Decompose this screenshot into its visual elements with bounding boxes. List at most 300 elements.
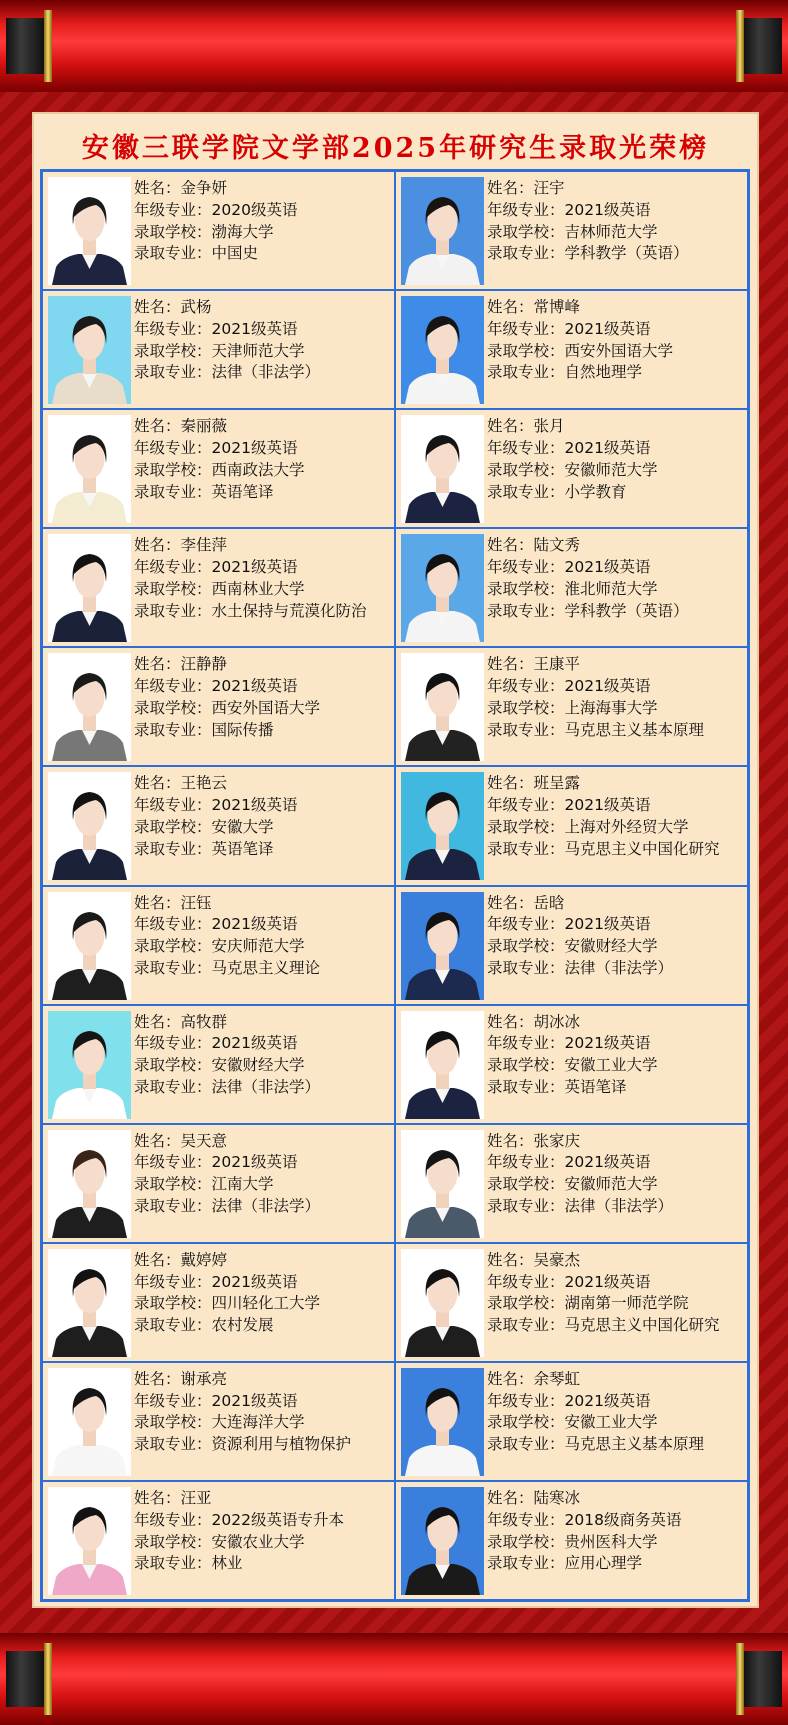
- student-photo: [401, 892, 484, 1000]
- student-admitted-school-label: 录取学校：: [487, 818, 565, 836]
- student-grade-major-row: [487, 1510, 745, 1532]
- student-info: [487, 1250, 745, 1337]
- student-photo: [48, 653, 131, 761]
- student-photo: [401, 1011, 484, 1119]
- student-name: 吴豪杰: [533, 1250, 581, 1269]
- student-name-row: [487, 297, 745, 319]
- student-name-label: 姓名：: [134, 298, 181, 317]
- student-grade-major: 2021级英语: [211, 319, 298, 338]
- student-admitted-major: 法律（非法学）: [564, 958, 674, 977]
- student-grade-major: 2021级英语: [564, 1272, 651, 1291]
- student-admitted-school-row: [487, 817, 745, 839]
- student-grade-major-label: 年级专业：: [134, 319, 212, 338]
- student-admitted-major: 自然地理学: [564, 363, 643, 382]
- student-photo: [48, 1368, 131, 1476]
- student-admitted-major-row: [134, 1077, 392, 1099]
- student-grade-major: 2021级英语: [211, 796, 298, 815]
- student-photo: [401, 415, 484, 523]
- student-admitted-major-row: [487, 482, 745, 504]
- student-info: [134, 1488, 392, 1575]
- student-admitted-major: 法律（非法学）: [211, 363, 321, 382]
- student-admitted-school-row: [487, 936, 745, 958]
- student-grade-major-label: 年级专业：: [134, 558, 212, 577]
- roller-end-cap: [6, 1651, 44, 1707]
- student-admitted-major: 法律（非法学）: [211, 1077, 321, 1096]
- student-grade-major-label: 年级专业：: [134, 1391, 212, 1410]
- student-grade-major: 2021级英语: [564, 438, 651, 457]
- student-grade-major: 2021级英语: [564, 1034, 651, 1053]
- student-admitted-school: 安徽工业大学: [564, 1413, 658, 1432]
- student-name-row: [487, 1131, 745, 1153]
- student-admitted-school-row: [487, 1532, 745, 1554]
- student-admitted-major-label: 录取专业：: [134, 1435, 212, 1454]
- student-grade-major-row: [487, 1033, 745, 1055]
- student-admitted-major-row: [487, 601, 745, 623]
- student-grade-major: 2021级英语: [564, 200, 651, 219]
- student-card: [395, 409, 748, 528]
- student-photo: [48, 772, 131, 880]
- student-admitted-school: 湖南第一师范学院: [564, 1294, 689, 1313]
- student-photo: [48, 892, 131, 1000]
- student-admitted-major-row: [134, 1315, 392, 1337]
- student-admitted-major: 英语笔译: [211, 482, 274, 501]
- student-name-row: [487, 178, 745, 200]
- student-name-label: 姓名：: [487, 1012, 534, 1031]
- student-info: [487, 1488, 745, 1575]
- student-admitted-school-label: 录取学校：: [487, 1413, 565, 1432]
- student-admitted-school-label: 录取学校：: [487, 937, 565, 956]
- student-admitted-school: 安徽师范大学: [564, 460, 658, 479]
- student-admitted-school: 大连海洋大学: [211, 1413, 305, 1432]
- student-admitted-major: 英语笔译: [211, 839, 274, 858]
- student-admitted-school-row: [487, 1174, 745, 1196]
- student-admitted-school: 上海海事大学: [564, 698, 658, 717]
- student-grade-major-label: 年级专业：: [487, 1034, 565, 1053]
- student-grade-major-row: [487, 200, 745, 222]
- student-admitted-school-label: 录取学校：: [134, 341, 212, 360]
- student-photo: [401, 296, 484, 404]
- student-grade-major: 2020级英语: [211, 200, 298, 219]
- student-admitted-major-row: [134, 1553, 392, 1575]
- student-photo: [48, 177, 131, 285]
- student-grade-major: 2022级英语专升本: [211, 1510, 344, 1529]
- student-photo: [48, 296, 131, 404]
- student-admitted-major-row: [487, 1196, 745, 1218]
- student-name-label: 姓名：: [134, 1369, 181, 1388]
- student-admitted-major: 马克思主义基本原理: [564, 720, 705, 739]
- bottom-scroll-roller: [0, 1633, 788, 1725]
- student-name: 张月: [533, 417, 565, 436]
- student-photo: [401, 177, 484, 285]
- student-name: 秦丽薇: [180, 417, 228, 436]
- page-title: 安徽三联学院文学部2025年研究生录取光荣榜: [81, 133, 710, 164]
- roller-gold-ring: [44, 1643, 52, 1715]
- student-card: [395, 1005, 748, 1124]
- student-name: 李佳萍: [180, 536, 228, 555]
- student-admitted-major: 水土保持与荒漠化防治: [211, 601, 367, 620]
- student-name-row: [134, 654, 392, 676]
- student-admitted-major: 学科教学（英语）: [564, 244, 689, 263]
- student-grade-major-row: [134, 795, 392, 817]
- student-grade-major-row: [487, 914, 745, 936]
- student-grade-major-label: 年级专业：: [134, 1153, 212, 1172]
- student-name: 戴婷婷: [180, 1250, 228, 1269]
- student-admitted-school-label: 录取学校：: [134, 222, 212, 241]
- student-grade-major: 2021级英语: [211, 1153, 298, 1172]
- student-admitted-school: 渤海大学: [211, 222, 274, 241]
- student-grade-major: 2021级英语: [564, 1391, 651, 1410]
- student-name: 王艳云: [180, 774, 228, 793]
- student-admitted-major: 马克思主义基本原理: [564, 1435, 705, 1454]
- student-info: [487, 893, 745, 980]
- student-grade-major-label: 年级专业：: [134, 1272, 212, 1291]
- student-grade-major-label: 年级专业：: [134, 677, 212, 696]
- student-grade-major: 2021级英语: [211, 558, 298, 577]
- student-name: 吴天意: [180, 1131, 228, 1150]
- student-grade-major-label: 年级专业：: [487, 1510, 565, 1529]
- student-grade-major: 2021级英语: [564, 319, 651, 338]
- student-name-label: 姓名：: [134, 1488, 181, 1507]
- student-info: [487, 535, 745, 622]
- student-admitted-major-label: 录取专业：: [134, 958, 212, 977]
- student-admitted-major: 法律（非法学）: [564, 1197, 674, 1216]
- student-admitted-school: 安徽工业大学: [564, 1056, 658, 1075]
- student-name: 岳晗: [533, 893, 565, 912]
- student-admitted-school-row: [487, 1412, 745, 1434]
- student-admitted-school: 吉林师范大学: [564, 222, 658, 241]
- student-grade-major-label: 年级专业：: [134, 438, 212, 457]
- student-admitted-school-row: [487, 341, 745, 363]
- student-photo: [401, 1368, 484, 1476]
- student-grade-major: 2021级英语: [211, 677, 298, 696]
- student-grade-major: 2021级英语: [564, 796, 651, 815]
- student-card: [42, 647, 395, 766]
- student-name-label: 姓名：: [487, 298, 534, 317]
- student-name-label: 姓名：: [134, 893, 181, 912]
- student-admitted-school: 西安外国语大学: [211, 698, 321, 717]
- student-name-row: [134, 1250, 392, 1272]
- student-card: [42, 886, 395, 1005]
- student-grade-major-label: 年级专业：: [487, 1391, 565, 1410]
- student-grade-major: 2021级英语: [564, 558, 651, 577]
- student-admitted-major-label: 录取专业：: [487, 244, 565, 263]
- student-admitted-major-row: [134, 1434, 392, 1456]
- student-name-row: [487, 1369, 745, 1391]
- student-admitted-school-label: 录取学校：: [134, 818, 212, 836]
- student-grade-major-row: [487, 1152, 745, 1174]
- student-card: [42, 1243, 395, 1362]
- student-admitted-major-row: [134, 243, 392, 265]
- student-admitted-school-row: [134, 817, 392, 839]
- student-admitted-major-label: 录取专业：: [134, 1077, 212, 1096]
- student-admitted-major-label: 录取专业：: [134, 839, 212, 858]
- student-admitted-school-row: [134, 1174, 392, 1196]
- student-admitted-major-label: 录取专业：: [487, 482, 565, 501]
- student-admitted-school-row: [487, 222, 745, 244]
- student-grade-major-label: 年级专业：: [487, 1272, 565, 1291]
- student-admitted-major: 英语笔译: [564, 1077, 627, 1096]
- student-card: [395, 647, 748, 766]
- student-admitted-major-label: 录取专业：: [487, 720, 565, 739]
- student-admitted-school-label: 录取学校：: [487, 222, 565, 241]
- student-admitted-major-label: 录取专业：: [134, 482, 212, 501]
- student-admitted-school-label: 录取学校：: [134, 1532, 212, 1551]
- student-card: [42, 171, 395, 290]
- student-admitted-school: 安庆师范大学: [211, 937, 305, 956]
- student-info: [134, 297, 392, 384]
- student-admitted-major-row: [134, 720, 392, 742]
- student-grade-major: 2021级英语: [211, 1391, 298, 1410]
- student-card: [395, 1362, 748, 1481]
- student-admitted-school-label: 录取学校：: [487, 1294, 565, 1313]
- student-admitted-school-row: [134, 698, 392, 720]
- student-name-row: [487, 1488, 745, 1510]
- student-admitted-major-row: [487, 1077, 745, 1099]
- student-name-label: 姓名：: [134, 774, 181, 793]
- student-info: [134, 654, 392, 741]
- student-admitted-school-row: [134, 222, 392, 244]
- student-grade-major: 2021级英语: [211, 1034, 298, 1053]
- student-info: [134, 773, 392, 860]
- student-name-row: [134, 178, 392, 200]
- student-admitted-school: 安徽财经大学: [564, 937, 658, 956]
- student-photo: [401, 534, 484, 642]
- student-info: [134, 1012, 392, 1099]
- student-grade-major-label: 年级专业：: [487, 319, 565, 338]
- student-grade-major-label: 年级专业：: [487, 677, 565, 696]
- student-photo: [401, 653, 484, 761]
- student-admitted-major-row: [487, 1553, 745, 1575]
- student-card: [395, 886, 748, 1005]
- student-admitted-school-row: [487, 1293, 745, 1315]
- student-admitted-major-row: [487, 1434, 745, 1456]
- roller-end-cap: [744, 18, 782, 74]
- student-name-label: 姓名：: [487, 893, 534, 912]
- student-admitted-major: 农村发展: [211, 1316, 274, 1335]
- student-name: 张家庆: [533, 1131, 581, 1150]
- student-admitted-major: 马克思主义理论: [211, 958, 321, 977]
- student-admitted-major-label: 录取专业：: [134, 244, 212, 263]
- student-admitted-school-row: [134, 1532, 392, 1554]
- student-name-row: [487, 416, 745, 438]
- student-name: 常博峰: [533, 298, 581, 317]
- student-admitted-school: 江南大学: [211, 1175, 274, 1194]
- student-grade-major-row: [134, 438, 392, 460]
- student-grade-major: 2021级英语: [564, 677, 651, 696]
- student-grade-major: 2021级英语: [564, 1153, 651, 1172]
- student-admitted-major-label: 录取专业：: [487, 1554, 565, 1573]
- student-admitted-major: 中国史: [211, 244, 259, 263]
- student-grade-major-row: [487, 676, 745, 698]
- student-grade-major-label: 年级专业：: [487, 796, 565, 815]
- student-card: [395, 290, 748, 409]
- student-grade-major: 2021级英语: [211, 915, 298, 934]
- student-grade-major-label: 年级专业：: [134, 796, 212, 815]
- student-card: [42, 528, 395, 647]
- student-admitted-school-label: 录取学校：: [134, 1175, 212, 1194]
- student-admitted-school-row: [487, 460, 745, 482]
- student-admitted-major-row: [134, 958, 392, 980]
- student-name: 高牧群: [180, 1012, 228, 1031]
- student-card: [395, 766, 748, 885]
- student-grade-major-row: [134, 1510, 392, 1532]
- roller-gold-ring: [736, 10, 744, 82]
- student-info: [487, 1131, 745, 1218]
- student-admitted-school-row: [134, 579, 392, 601]
- student-admitted-school-label: 录取学校：: [134, 698, 212, 717]
- roller-gold-ring: [736, 1643, 744, 1715]
- student-admitted-major-label: 录取专业：: [134, 1316, 212, 1335]
- student-admitted-major-label: 录取专业：: [134, 720, 212, 739]
- student-grade-major-row: [487, 795, 745, 817]
- student-admitted-major: 学科教学（英语）: [564, 601, 689, 620]
- student-admitted-school: 贵州医科大学: [564, 1532, 658, 1551]
- student-grade-major-row: [134, 914, 392, 936]
- student-card: [395, 1481, 748, 1600]
- student-name-label: 姓名：: [134, 417, 181, 436]
- student-name-label: 姓名：: [487, 417, 534, 436]
- student-grade-major-label: 年级专业：: [134, 1510, 212, 1529]
- honor-board-paper: [32, 112, 759, 1608]
- student-admitted-major-row: [487, 243, 745, 265]
- student-grade-major-row: [487, 557, 745, 579]
- student-admitted-major-row: [134, 482, 392, 504]
- top-scroll-roller: [0, 0, 788, 92]
- student-name-row: [134, 1012, 392, 1034]
- student-info: [134, 1369, 392, 1456]
- student-grade-major-row: [134, 200, 392, 222]
- student-admitted-major-label: 录取专业：: [487, 601, 565, 620]
- student-admitted-major-row: [487, 362, 745, 384]
- student-admitted-major-label: 录取专业：: [487, 1316, 565, 1335]
- student-grade-major: 2018级商务英语: [564, 1510, 682, 1529]
- student-admitted-school: 安徽农业大学: [211, 1532, 305, 1551]
- student-name-label: 姓名：: [134, 536, 181, 555]
- student-info: [134, 535, 392, 622]
- student-info: [134, 1131, 392, 1218]
- student-grade-major-row: [487, 1272, 745, 1294]
- student-info: [134, 1250, 392, 1337]
- student-grade-major-label: 年级专业：: [487, 438, 565, 457]
- student-name-row: [487, 1012, 745, 1034]
- student-name: 班呈露: [533, 774, 581, 793]
- student-admitted-school-row: [134, 1055, 392, 1077]
- student-name-label: 姓名：: [487, 1488, 534, 1507]
- student-admitted-school-label: 录取学校：: [487, 341, 565, 360]
- student-admitted-major-label: 录取专业：: [487, 839, 565, 858]
- student-name-label: 姓名：: [487, 179, 534, 197]
- student-admitted-school-row: [134, 1412, 392, 1434]
- student-name-row: [134, 416, 392, 438]
- student-name-row: [134, 1488, 392, 1510]
- student-name-label: 姓名：: [134, 1250, 181, 1269]
- roller-end-cap: [6, 18, 44, 74]
- student-admitted-major-label: 录取专业：: [134, 1554, 212, 1573]
- student-admitted-major: 应用心理学: [564, 1554, 643, 1573]
- student-name: 陆寒冰: [533, 1488, 581, 1507]
- student-name-row: [134, 297, 392, 319]
- student-info: [487, 416, 745, 503]
- student-grade-major: 2021级英语: [211, 1272, 298, 1291]
- student-admitted-school: 西南政法大学: [211, 460, 305, 479]
- student-photo: [48, 1487, 131, 1595]
- student-name-row: [487, 893, 745, 915]
- student-grade-major-row: [134, 1033, 392, 1055]
- student-grade-major-label: 年级专业：: [134, 200, 212, 219]
- student-grade-major-row: [134, 1152, 392, 1174]
- student-photo: [401, 1487, 484, 1595]
- student-admitted-major-label: 录取专业：: [134, 601, 212, 620]
- student-grade-major-row: [134, 319, 392, 341]
- student-name-row: [487, 1250, 745, 1272]
- student-admitted-school: 西南林业大学: [211, 579, 305, 598]
- student-card: [42, 1481, 395, 1600]
- student-card: [42, 766, 395, 885]
- student-admitted-school-label: 录取学校：: [134, 937, 212, 956]
- student-admitted-major-row: [134, 1196, 392, 1218]
- student-name-row: [487, 654, 745, 676]
- student-info: [487, 1369, 745, 1456]
- student-photo: [401, 1130, 484, 1238]
- student-admitted-school-row: [134, 341, 392, 363]
- student-admitted-school-label: 录取学校：: [487, 1175, 565, 1194]
- student-admitted-major: 小学教育: [564, 482, 627, 501]
- student-name-row: [134, 1131, 392, 1153]
- student-card: [42, 1362, 395, 1481]
- student-admitted-major-label: 录取专业：: [487, 958, 565, 977]
- student-name: 陆文秀: [533, 536, 581, 555]
- student-admitted-school-label: 录取学校：: [134, 460, 212, 479]
- student-photo: [48, 534, 131, 642]
- student-info: [487, 178, 745, 265]
- student-admitted-school-row: [134, 1293, 392, 1315]
- student-admitted-major-row: [134, 839, 392, 861]
- student-name: 汪亚: [180, 1488, 212, 1507]
- student-info: [487, 1012, 745, 1099]
- student-admitted-school: 安徽大学: [211, 818, 274, 836]
- student-admitted-major: 马克思主义中国化研究: [564, 1316, 720, 1335]
- student-card: [42, 290, 395, 409]
- student-photo: [48, 1130, 131, 1238]
- student-admitted-school-label: 录取学校：: [134, 1056, 212, 1075]
- student-name-label: 姓名：: [134, 1012, 181, 1031]
- student-admitted-school-label: 录取学校：: [487, 579, 565, 598]
- student-card: [395, 171, 748, 290]
- student-name-row: [134, 1369, 392, 1391]
- student-admitted-school: 安徽师范大学: [564, 1175, 658, 1194]
- student-info: [134, 893, 392, 980]
- student-grade-major-row: [134, 1272, 392, 1294]
- student-grade-major-row: [134, 676, 392, 698]
- student-name: 汪宇: [533, 179, 565, 197]
- student-info: [487, 654, 745, 741]
- student-admitted-school-label: 录取学校：: [487, 460, 565, 479]
- student-admitted-school-label: 录取学校：: [134, 1294, 212, 1313]
- student-name-label: 姓名：: [134, 179, 181, 197]
- student-admitted-school-label: 录取学校：: [487, 698, 565, 717]
- student-photo: [48, 1011, 131, 1119]
- student-photo: [401, 772, 484, 880]
- student-grade-major-label: 年级专业：: [134, 915, 212, 934]
- student-admitted-school: 淮北师范大学: [564, 579, 658, 598]
- student-name-row: [134, 893, 392, 915]
- student-name-row: [134, 535, 392, 557]
- student-card: [42, 1005, 395, 1124]
- student-admitted-major-label: 录取专业：: [487, 1435, 565, 1454]
- student-admitted-major-row: [134, 601, 392, 623]
- student-admitted-school: 天津师范大学: [211, 341, 305, 360]
- student-admitted-school: 上海对外经贸大学: [564, 818, 689, 836]
